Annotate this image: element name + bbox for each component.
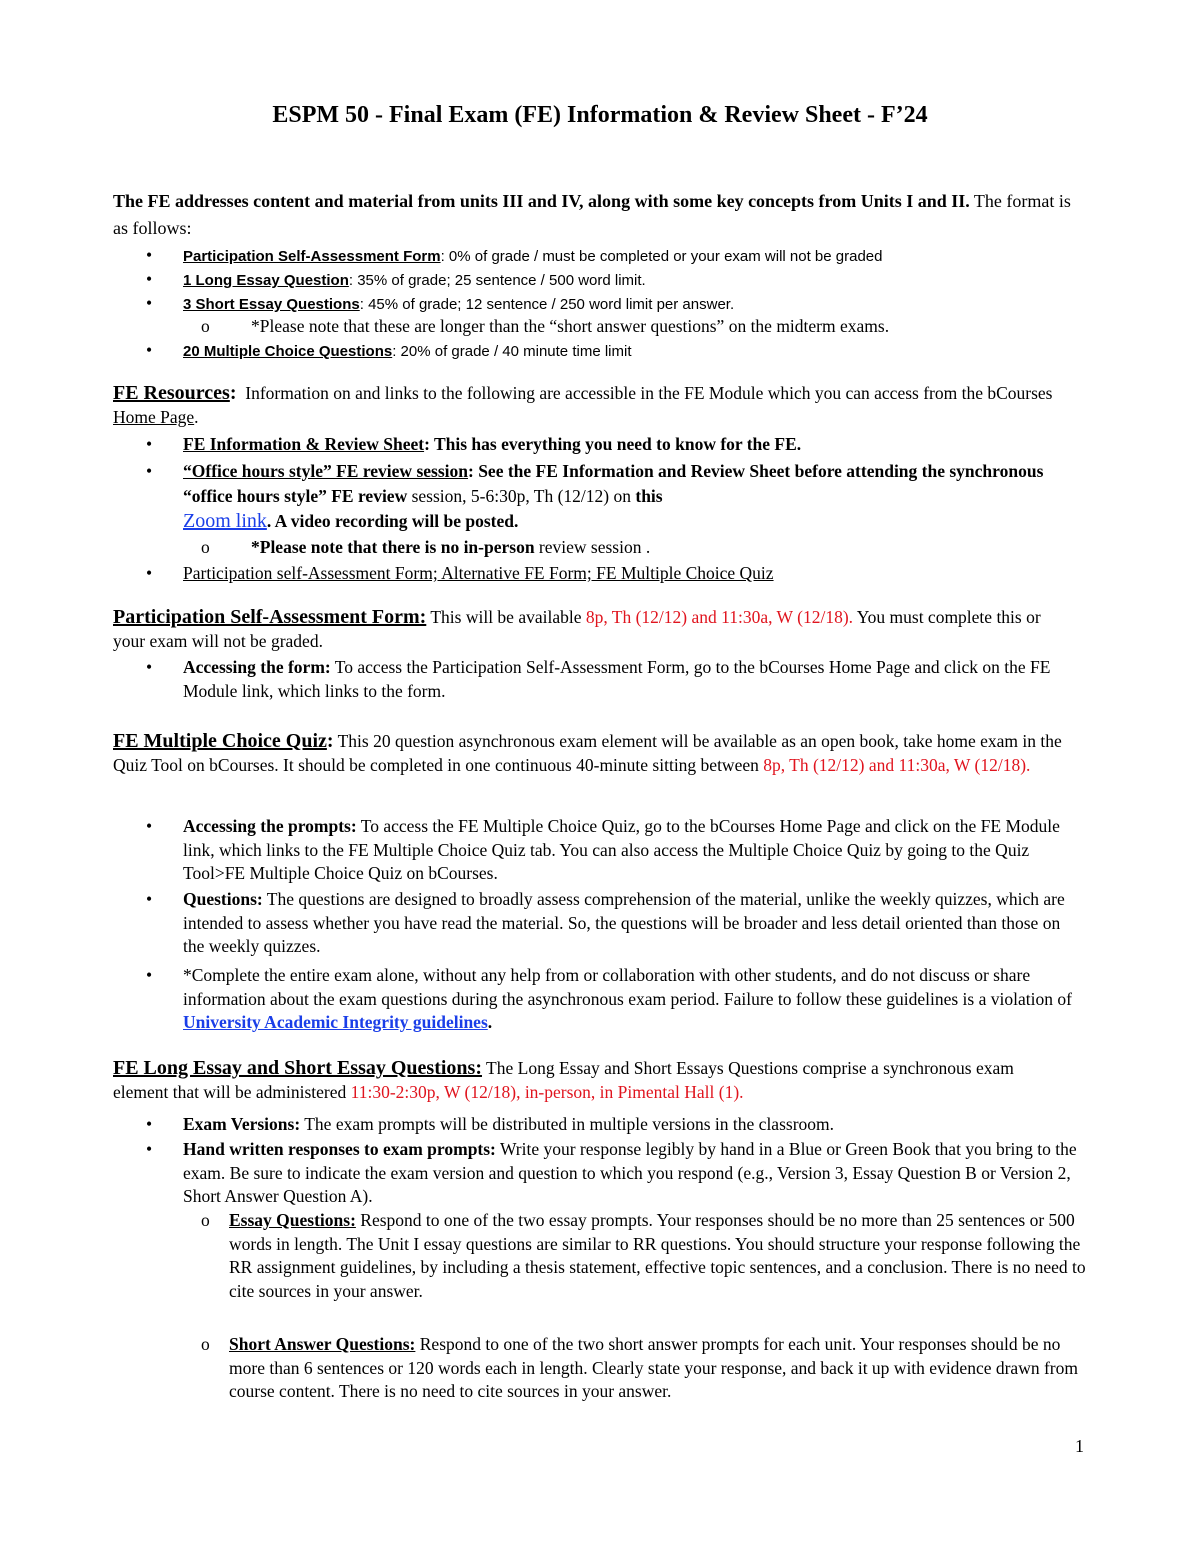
essay-heading: FE Long Essay and Short Essay Questions:	[113, 1057, 482, 1079]
bullet-icon: •	[146, 1139, 153, 1159]
format-item: • 3 Short Essay Questions: 45% of grade; 12 sentence / 250 word limit per answer.	[183, 292, 1083, 317]
bullet-icon: •	[146, 657, 153, 677]
bullet-icon: •	[146, 889, 153, 909]
mcq-item: • *Complete the entire exam alone, without any help from or collaboration with other students, and do not discuss or share information about the exam questions during the asynchronous exam period. Failure to follow these guidelines is a violation of University Academic Integrity guidelines.	[146, 965, 1072, 1032]
psa-item: • Accessing the form: To access the Participation Self-Assessment Form, go to the bCourses Home Page and click on the FE Module link, which links to the form.	[146, 657, 1051, 701]
mcq-paragraph: FE Multiple Choice Quiz: This 20 question asynchronous exam element will be available as an open book, take home exam in the Quiz Tool on bCourses. It should be completed in one continuous 40-minute sitting between 8p, Th (12/12) and 11:30a, W (12/18).	[113, 730, 1062, 775]
bullet-icon: •	[146, 965, 153, 985]
bullet-icon: •	[146, 563, 153, 583]
format-item-text: 20% of grade / 40 minute time limit	[400, 343, 632, 360]
format-note: o *Please note that these are longer than the “short answer questions” on the midterm exams.	[229, 315, 1089, 339]
intro-rest: The format is as follows:	[113, 191, 1071, 238]
essay-details: 11:30-2:30p, W (12/18), in-person, in Pimental Hall (1).	[350, 1082, 744, 1102]
intro-bold: The FE addresses content and material from units III and IV, along with some key concepts from Units I and II.	[113, 191, 970, 211]
bullet-icon: •	[146, 269, 153, 289]
essay-subitem: o Essay Questions: Respond to one of the two essay prompts. Your responses should be no more than 25 sentences or 500 words in length. The Unit I essay questions are similar to RR questions. You should structure your response following the RR assignment guidelines, by including a thesis statement, effective topic sentences, and a conclusion. There is no need to cite sources in your answer.	[201, 1210, 1086, 1301]
resource-item	[146, 562, 1083, 586]
circle-bullet-icon: o	[201, 1334, 210, 1354]
home-page-link[interactable]: Home Page	[113, 407, 195, 427]
format-item: • 1 Long Essay Question: 35% of grade; 25 sentence / 500 word limit.	[183, 268, 1083, 293]
circle-bullet-icon: o	[201, 537, 210, 557]
circle-bullet-icon: o	[201, 1210, 210, 1230]
format-item-text: 35% of grade; 25 sentence / 500 word limit.	[357, 272, 646, 289]
page-title: ESPM 50 - Final Exam (FE) Information & Review Sheet - F’24	[272, 102, 928, 128]
bullet-icon: •	[146, 461, 153, 481]
resources-paragraph: FE Resources: Information on and links to the following are accessible in the FE Module which you can access from the bCourses Home Page.	[113, 382, 1053, 427]
resource-links[interactable]: Participation self-Assessment Form; Alternative FE Form; FE Multiple Choice Quiz	[183, 563, 774, 583]
resource-item: • “Office hours style” FE review session: See the FE Information and Review Sheet before attending the synchronous “office hours style” FE review session, 5-6:30p, Th (12/12) on this Zoom link. A video recording will be posted.	[146, 461, 1044, 532]
resource-note: o *Please note that there is no in-person review session .	[229, 536, 1089, 560]
academic-integrity-link[interactable]: University Academic Integrity guidelines	[183, 1012, 488, 1032]
format-item-label: Participation Self-Assessment Form	[183, 248, 441, 265]
resource-item: • FE Information & Review Sheet: This has everything you need to know for the FE.	[183, 433, 1083, 457]
intro-paragraph	[113, 188, 1073, 242]
circle-bullet-icon: o	[201, 316, 210, 336]
mcq-dates: 8p, Th (12/12) and 11:30a, W (12/18).	[763, 755, 1031, 775]
resource-item-label: “Office hours style” FE review session	[183, 461, 468, 481]
format-item-label: 20 Multiple Choice Questions	[183, 343, 393, 360]
format-item-text: 45% of grade; 12 sentence / 250 word limit per answer.	[368, 296, 735, 313]
zoom-link[interactable]: Zoom link	[183, 510, 267, 532]
essay-item: • Exam Versions: The exam prompts will be distributed in multiple versions in the classroom.	[183, 1113, 1083, 1137]
mcq-item: • Accessing the prompts: To access the FE Multiple Choice Quiz, go to the bCourses Home Page and click on the FE Module link, which links to the FE Multiple Choice Quiz tab. You can also access the Multiple Choice Quiz by going to the Quiz Tool>FE Multiple Choice Quiz on bCourses.	[146, 816, 1060, 883]
bullet-icon: •	[146, 245, 153, 265]
format-item-label: 3 Short Essay Questions	[183, 296, 360, 313]
format-item-label: 1 Long Essay Question	[183, 272, 349, 289]
bullet-icon: •	[146, 816, 153, 836]
essay-paragraph: FE Long Essay and Short Essay Questions: The Long Essay and Short Essays Questions comprise a synchronous exam element that will be administered 11:30-2:30p, W (12/18), in-person, in Pimental Hall (1).	[113, 1057, 1014, 1102]
mcq-heading: FE Multiple Choice Quiz	[113, 730, 327, 752]
resource-item-label: FE Information & Review Sheet	[183, 434, 425, 454]
psa-dates: 8p, Th (12/12) and 11:30a, W (12/18).	[585, 607, 854, 627]
essay-subitem: o Short Answer Questions: Respond to one of the two short answer prompts for each unit. Your responses should be no more than 6 sentences or 120 words each in length. Clearly state your response, and back it up with evidence drawn from course content. There is no need to cite sources in your answer.	[201, 1334, 1078, 1401]
bullet-icon: •	[146, 293, 153, 313]
essay-item: • Hand written responses to exam prompts: Write your response legibly by hand in a Blue or Green Book that you bring to the exam. Be sure to indicate the exam version and question to which you respond (e.g., Version 3, Essay Question B or Version 2, Short Answer Question A).	[146, 1139, 1077, 1206]
psa-paragraph: Participation Self-Assessment Form: This will be available 8p, Th (12/12) and 11:30a, W (12/18). You must complete this or your exam will not be graded.	[113, 606, 1041, 651]
page-number: 1	[1075, 1436, 1084, 1456]
format-item-text: 0% of grade / must be completed or your exam will not be graded	[448, 248, 883, 265]
bullet-icon: •	[146, 1114, 153, 1134]
bullet-icon: •	[146, 340, 153, 360]
format-item: • 20 Multiple Choice Questions: 20% of grade / 40 minute time limit	[183, 339, 1083, 364]
mcq-item: • Questions: The questions are designed to broadly assess comprehension of the material, unlike the weekly quizzes, which are intended to assess whether you have read the material. So, the questions will be broader and less detail oriented than those on the weekly quizzes.	[146, 889, 1065, 956]
bullet-icon: •	[146, 434, 153, 454]
resources-heading: FE Resources	[113, 382, 230, 404]
psa-heading: Participation Self-Assessment Form:	[113, 606, 427, 628]
format-item: • Participation Self-Assessment Form: 0% of grade / must be completed or your exam will not be graded	[183, 244, 1083, 269]
